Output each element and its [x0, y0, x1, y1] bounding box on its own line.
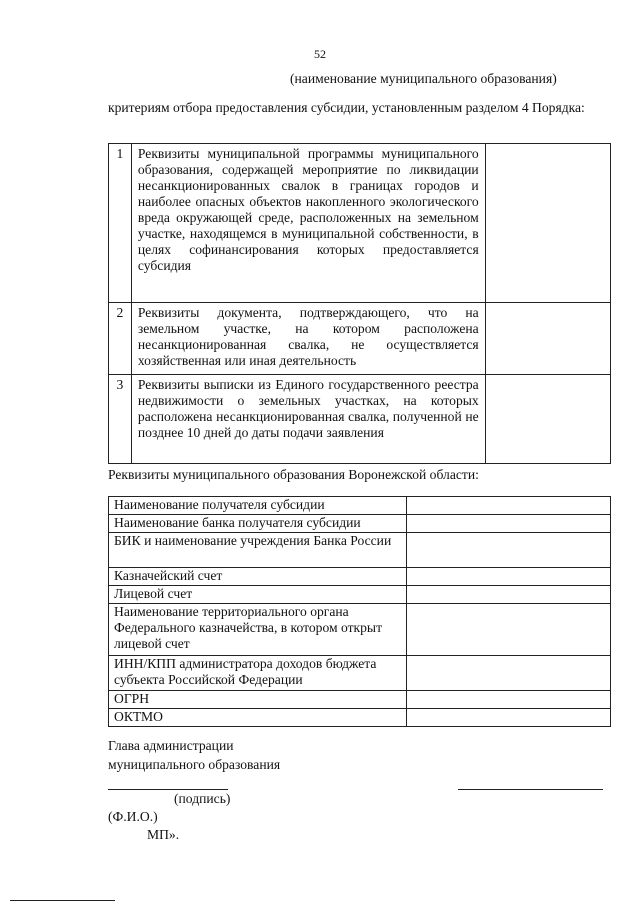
table-row: [109, 568, 611, 586]
intro-text: критериям отбора предоставления субсидии, установленным разделом 4 Порядка:: [108, 100, 585, 115]
name-line: [458, 789, 603, 790]
row-text: Реквизиты документа, подтверждающего, что на земельном участке, на котором расположена несанкционированная свалка, не осуществляется хозяйственная или иная деятельность: [131, 303, 485, 375]
value-cell: [406, 691, 610, 709]
row-label: БИК и наименование учреждения Банка России: [109, 533, 407, 568]
table-row: [109, 515, 611, 533]
value-cell: [485, 144, 610, 303]
seal-caption: МП».: [147, 827, 180, 842]
table-row: [109, 533, 611, 568]
value-cell: [406, 533, 610, 568]
row-label: Казначейский счет: [109, 568, 407, 586]
value-cell: [406, 656, 610, 691]
row-label: Лицевой счет: [109, 586, 407, 604]
value-cell: [485, 303, 610, 375]
value-cell: [406, 497, 610, 515]
table-row: [109, 586, 611, 604]
row-text: Реквизиты выписки из Единого государственного реестра недвижимости о земельных участках, на которых расположена несанкционированная свалка, полученной не позднее 10 дней до даты подачи заявления: [131, 375, 485, 464]
table-row: [109, 604, 611, 656]
row-label: Наименование банка получателя субсидии: [109, 515, 407, 533]
table-row: [109, 691, 611, 709]
documents-table: [108, 143, 611, 464]
fio-caption: (Ф.И.О.): [108, 809, 158, 824]
table-row: [109, 656, 611, 691]
row-label: Наименование получателя субсидии: [109, 497, 407, 515]
head-title-line2: муниципального образования: [108, 757, 281, 772]
value-cell: [485, 375, 610, 464]
requisites-table: [108, 496, 611, 727]
row-text: Реквизиты муниципальной программы муниципального образования, содержащей мероприятие по ликвидации несанкционированных свалок в границах городов и наиболее опасных объектов накопленного экологического вреда окружающей среде, расположенных на земельном участке, находящемся в муниципальной собственности, в целях софинансирования которых предоставляется субсидия: [131, 144, 485, 303]
row-number: 2: [109, 303, 132, 375]
value-cell: [406, 604, 610, 656]
signature-caption: (подпись): [174, 791, 231, 806]
table-row: [109, 144, 611, 303]
table-row: [109, 497, 611, 515]
requisites-heading: Реквизиты муниципального образования Воронежской области:: [108, 467, 479, 482]
row-number: 3: [109, 375, 132, 464]
value-cell: [406, 515, 610, 533]
value-cell: [406, 709, 610, 727]
value-cell: [406, 586, 610, 604]
table-row: [109, 375, 611, 464]
head-title-line1: Глава администрации: [108, 738, 234, 753]
row-label: ИНН/КПП администратора доходов бюджета субъекта Российской Федерации: [109, 656, 407, 691]
row-label: ОГРН: [109, 691, 407, 709]
municipality-caption: (наименование муниципального образования): [290, 71, 557, 86]
value-cell: [406, 568, 610, 586]
signature-line: [108, 789, 228, 790]
footnote-rule: [10, 900, 115, 901]
table-row: [109, 303, 611, 375]
row-label: Наименование территориального органа Федерального казначейства, в котором открыт лицевой счет: [109, 604, 407, 656]
table-row: [109, 709, 611, 727]
row-label: ОКТМО: [109, 709, 407, 727]
page-number: 52: [314, 47, 326, 61]
row-number: 1: [109, 144, 132, 303]
